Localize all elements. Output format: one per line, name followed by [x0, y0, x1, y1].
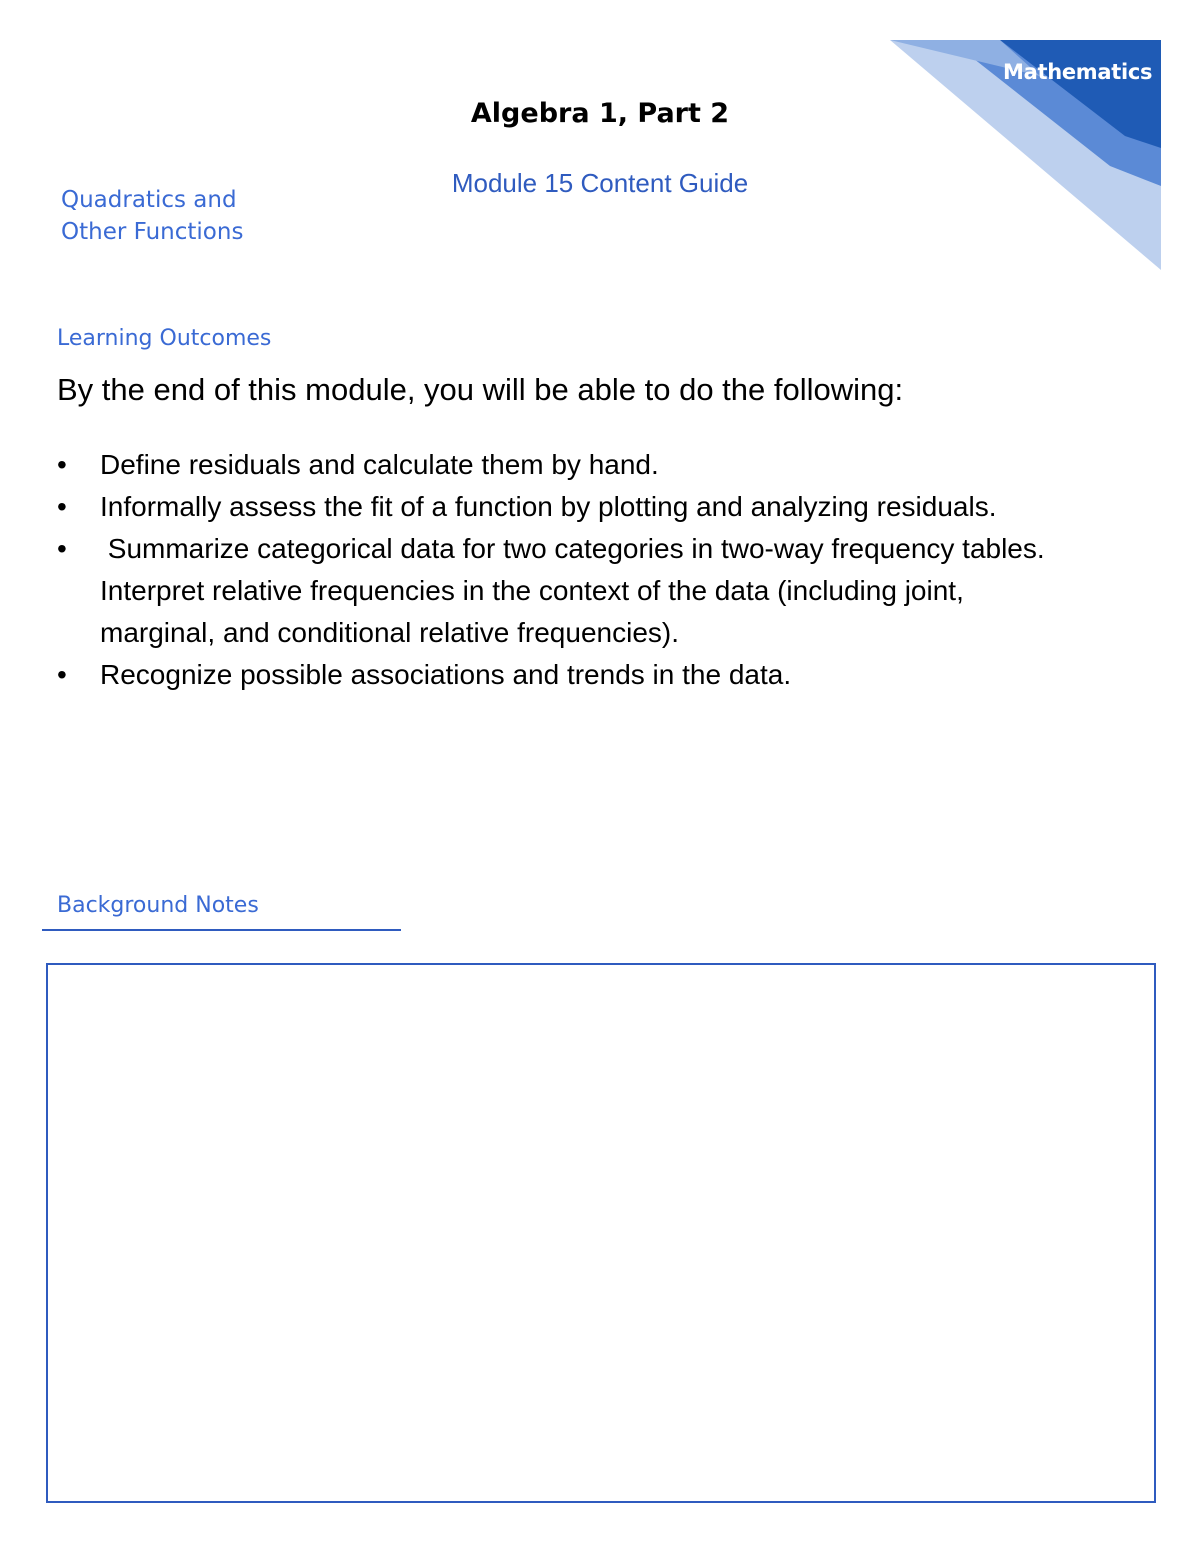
bullet-icon: •: [57, 533, 67, 564]
bullet-icon: •: [57, 659, 67, 690]
subject-label: Mathematics: [1003, 60, 1153, 84]
learning-outcomes-intro: By the end of this module, you will be able to do the following:: [57, 372, 904, 407]
bullet-icon: •: [57, 491, 67, 522]
background-notes-heading: Background Notes: [57, 893, 259, 918]
background-notes-underline: [42, 929, 401, 931]
list-item: [57, 444, 1047, 486]
outcome-text: Informally assess the fit of a function by plotting and analyzing residuals.: [100, 491, 997, 522]
learning-outcomes-heading: Learning Outcomes: [57, 326, 272, 351]
learning-outcomes-list: [57, 444, 1053, 696]
module-subtitle: Module 15 Content Guide: [451, 168, 749, 198]
outcome-text: Summarize categorical data for two categories in two-way frequency tables. Interpret relative frequencies in the context of the data (including joint, marginal, and conditional relative frequencies).: [100, 533, 1053, 648]
unit-title: [61, 184, 243, 248]
page-title: Algebra 1, Part 2: [470, 98, 730, 129]
unit-title-line-2: Other Functions: [61, 219, 244, 245]
background-notes-box[interactable]: [46, 963, 1156, 1503]
outcome-text: Define residuals and calculate them by hand.: [100, 449, 659, 480]
outcome-text: Recognize possible associations and trends in the data.: [100, 659, 792, 690]
unit-title-line-1: Quadratics and: [61, 187, 237, 213]
bullet-icon: •: [57, 449, 67, 480]
list-item: [57, 486, 1047, 528]
list-item: [57, 528, 1053, 654]
list-item: [57, 654, 1047, 696]
